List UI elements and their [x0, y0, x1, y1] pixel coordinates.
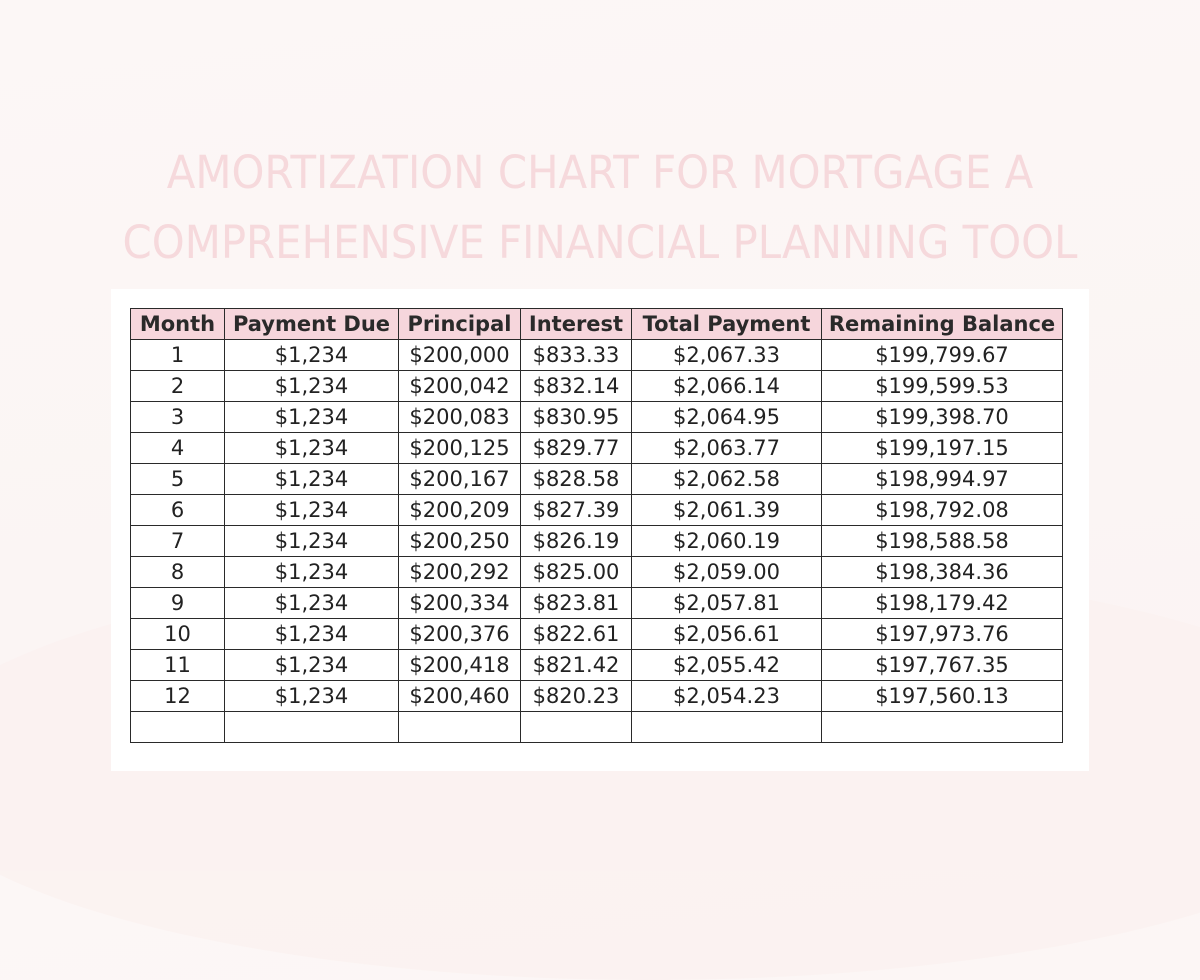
cell-interest: $820.23	[521, 681, 632, 712]
cell-payment-due: $1,234	[225, 681, 399, 712]
cell-total-payment: $2,060.19	[632, 526, 822, 557]
cell-payment-due	[225, 712, 399, 743]
cell-payment-due: $1,234	[225, 557, 399, 588]
cell-total-payment: $2,059.00	[632, 557, 822, 588]
column-header-payment-due: Payment Due	[225, 309, 399, 340]
cell-payment-due: $1,234	[225, 650, 399, 681]
cell-remaining-balance: $199,398.70	[822, 402, 1063, 433]
cell-interest: $826.19	[521, 526, 632, 557]
cell-month: 4	[131, 433, 225, 464]
cell-remaining-balance: $198,179.42	[822, 588, 1063, 619]
cell-payment-due: $1,234	[225, 433, 399, 464]
cell-principal: $200,376	[399, 619, 521, 650]
cell-month: 10	[131, 619, 225, 650]
cell-payment-due: $1,234	[225, 402, 399, 433]
cell-total-payment: $2,066.14	[632, 371, 822, 402]
cell-payment-due: $1,234	[225, 588, 399, 619]
cell-interest: $821.42	[521, 650, 632, 681]
cell-interest: $830.95	[521, 402, 632, 433]
cell-remaining-balance: $197,973.76	[822, 619, 1063, 650]
cell-month: 6	[131, 495, 225, 526]
cell-month: 2	[131, 371, 225, 402]
cell-total-payment: $2,054.23	[632, 681, 822, 712]
table-row	[131, 650, 1063, 681]
cell-principal: $200,000	[399, 340, 521, 371]
cell-total-payment	[632, 712, 822, 743]
table-row	[131, 526, 1063, 557]
table-row	[131, 588, 1063, 619]
cell-principal: $200,167	[399, 464, 521, 495]
cell-month: 5	[131, 464, 225, 495]
cell-month: 3	[131, 402, 225, 433]
amortization-table	[130, 308, 1063, 743]
cell-remaining-balance: $197,560.13	[822, 681, 1063, 712]
cell-total-payment: $2,062.58	[632, 464, 822, 495]
cell-month: 9	[131, 588, 225, 619]
cell-remaining-balance: $198,588.58	[822, 526, 1063, 557]
table-row	[131, 340, 1063, 371]
table-card	[111, 289, 1089, 771]
table-row	[131, 495, 1063, 526]
table-body	[131, 340, 1063, 743]
column-header-interest: Interest	[521, 309, 632, 340]
cell-payment-due: $1,234	[225, 371, 399, 402]
cell-principal: $200,209	[399, 495, 521, 526]
table-header-row	[131, 309, 1063, 340]
cell-remaining-balance: $198,384.36	[822, 557, 1063, 588]
cell-principal: $200,083	[399, 402, 521, 433]
page-title	[42, 138, 1158, 278]
cell-principal: $200,042	[399, 371, 521, 402]
cell-month: 12	[131, 681, 225, 712]
cell-total-payment: $2,067.33	[632, 340, 822, 371]
cell-interest: $822.61	[521, 619, 632, 650]
cell-interest: $827.39	[521, 495, 632, 526]
title-line-1: AMORTIZATION CHART FOR MORTGAGE A	[166, 146, 1034, 200]
cell-remaining-balance: $198,994.97	[822, 464, 1063, 495]
cell-total-payment: $2,057.81	[632, 588, 822, 619]
cell-month	[131, 712, 225, 743]
cell-payment-due: $1,234	[225, 619, 399, 650]
column-header-total-payment: Total Payment	[632, 309, 822, 340]
cell-principal	[399, 712, 521, 743]
table-row	[131, 619, 1063, 650]
cell-principal: $200,334	[399, 588, 521, 619]
cell-remaining-balance: $199,599.53	[822, 371, 1063, 402]
cell-principal: $200,125	[399, 433, 521, 464]
cell-month: 1	[131, 340, 225, 371]
cell-total-payment: $2,063.77	[632, 433, 822, 464]
cell-remaining-balance: $199,799.67	[822, 340, 1063, 371]
cell-total-payment: $2,061.39	[632, 495, 822, 526]
table-row	[131, 402, 1063, 433]
cell-interest: $833.33	[521, 340, 632, 371]
cell-month: 11	[131, 650, 225, 681]
table-row	[131, 433, 1063, 464]
cell-interest: $829.77	[521, 433, 632, 464]
cell-principal: $200,250	[399, 526, 521, 557]
cell-interest: $825.00	[521, 557, 632, 588]
table-row	[131, 557, 1063, 588]
cell-principal: $200,460	[399, 681, 521, 712]
cell-payment-due: $1,234	[225, 526, 399, 557]
cell-principal: $200,418	[399, 650, 521, 681]
cell-interest: $823.81	[521, 588, 632, 619]
cell-total-payment: $2,055.42	[632, 650, 822, 681]
cell-remaining-balance: $199,197.15	[822, 433, 1063, 464]
cell-payment-due: $1,234	[225, 464, 399, 495]
table-row	[131, 464, 1063, 495]
table-row	[131, 681, 1063, 712]
table-row	[131, 371, 1063, 402]
cell-month: 8	[131, 557, 225, 588]
cell-interest: $832.14	[521, 371, 632, 402]
cell-remaining-balance: $197,767.35	[822, 650, 1063, 681]
title-line-2: COMPREHENSIVE FINANCIAL PLANNING TOOL	[122, 216, 1078, 270]
table-row	[131, 712, 1063, 743]
cell-remaining-balance	[822, 712, 1063, 743]
column-header-month: Month	[131, 309, 225, 340]
cell-interest: $828.58	[521, 464, 632, 495]
cell-payment-due: $1,234	[225, 340, 399, 371]
column-header-remaining-balance: Remaining Balance	[822, 309, 1063, 340]
cell-interest	[521, 712, 632, 743]
cell-remaining-balance: $198,792.08	[822, 495, 1063, 526]
cell-month: 7	[131, 526, 225, 557]
cell-payment-due: $1,234	[225, 495, 399, 526]
cell-total-payment: $2,056.61	[632, 619, 822, 650]
column-header-principal: Principal	[399, 309, 521, 340]
cell-principal: $200,292	[399, 557, 521, 588]
cell-total-payment: $2,064.95	[632, 402, 822, 433]
